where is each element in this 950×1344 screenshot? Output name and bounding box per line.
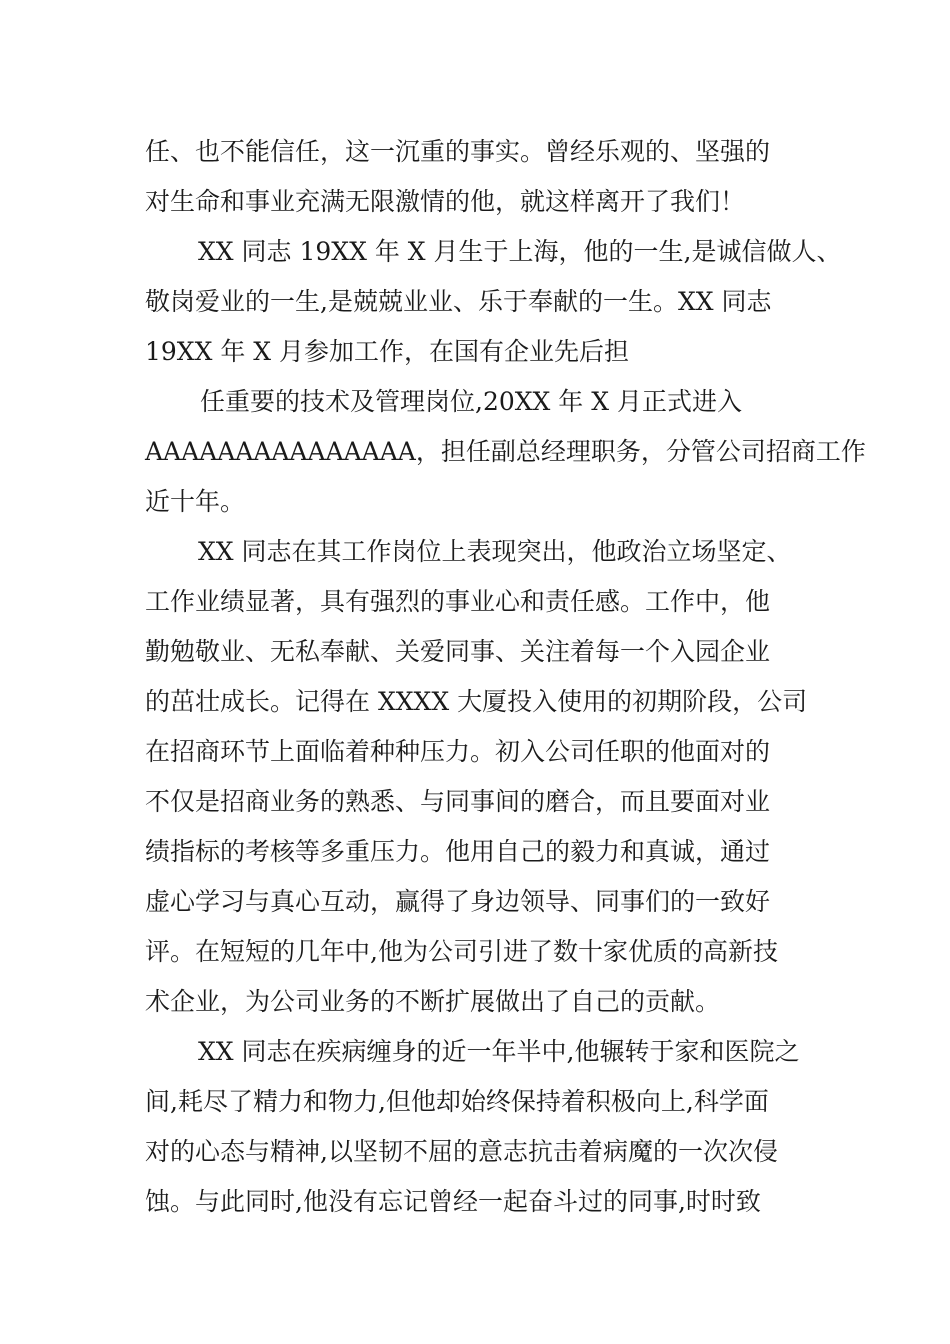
text-line: 在招商环节上面临着种种压力。初入公司任职的他面对的	[145, 737, 771, 766]
text-line: 蚀。与此同时,他没有忘记曾经一起奋斗过的同事,时时致	[145, 1187, 761, 1216]
text-line: 19XX 年 X 月参加工作，在国有企业先后担	[145, 337, 630, 366]
text-line: 不仅是招商业务的熟悉、与同事间的磨合，而且要面对业	[145, 787, 771, 816]
text-line: 绩指标的考核等多重压力。他用自己的毅力和真诚，通过	[145, 837, 771, 866]
text-line: XX 同志在其工作岗位上表现突出，他政治立场坚定、	[198, 537, 792, 566]
text-line: XX 同志 19XX 年 X 月生于上海，他的一生,是诚信做人、	[198, 237, 842, 266]
text-line: 虚心学习与真心互动，赢得了身边领导、同事们的一致好	[145, 887, 771, 916]
text-line: 工作业绩显著，具有强烈的事业心和责任感。工作中，他	[145, 587, 771, 616]
text-line: 对的心态与精神,以坚韧不屈的意志抗击着病魔的一次次侵	[145, 1137, 778, 1166]
text-line: 对生命和事业充满无限激情的他，就这样离开了我们！	[145, 187, 746, 216]
text-line: 间,耗尽了精力和物力,但他却始终保持着积极向上,科学面	[145, 1087, 769, 1116]
text-line: 近十年。	[145, 487, 246, 516]
text-line: XX 同志在疾病缠身的近一年半中,他辗转于家和医院之	[198, 1037, 800, 1066]
text-line: 任、也不能信任，这一沉重的事实。曾经乐观的、坚强的	[145, 137, 771, 166]
text-line: 术企业，为公司业务的不断扩展做出了自己的贡献。	[145, 987, 721, 1016]
text-line: AAAAAAAAAAAAAAA，担任副总经理职务，分管公司招商工作	[145, 437, 866, 466]
text-line: 的茁壮成长。记得在 XXXX 大厦投入使用的初期阶段，公司	[145, 687, 808, 716]
text-line: 敬岗爱业的一生,是兢兢业业、乐于奉献的一生。XX 同志	[145, 287, 772, 316]
text-line: 勤勉敬业、无私奉献、关爱同事、关注着每一个入园企业	[145, 637, 771, 666]
text-line: 任重要的技术及管理岗位,20XX 年 X 月正式进入	[200, 387, 742, 416]
text-line: 评。在短短的几年中,他为公司引进了数十家优质的高新技	[145, 937, 778, 966]
